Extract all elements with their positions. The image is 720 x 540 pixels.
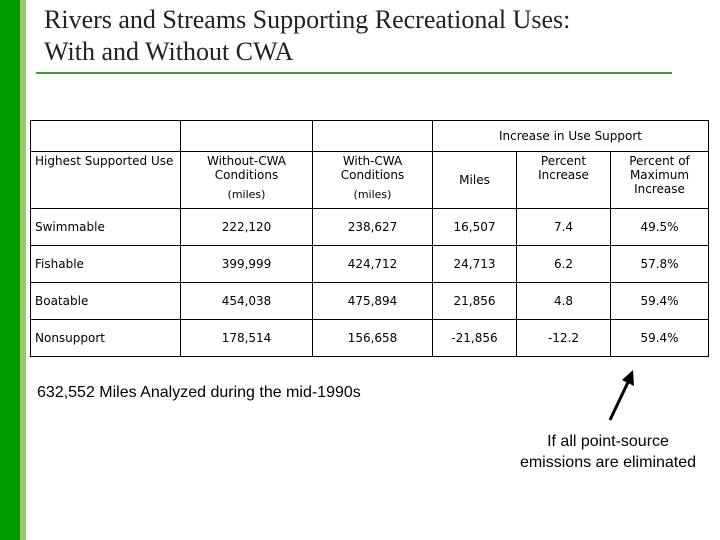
- percent-max-cell: 59.4%: [611, 320, 709, 357]
- header-without-unit: (miles): [227, 188, 266, 201]
- title-underline: [36, 72, 672, 74]
- point-source-annotation: [500, 431, 716, 473]
- header-miles: Miles: [433, 152, 517, 209]
- percent-max-cell: 49.5%: [611, 209, 709, 246]
- miles-cell: 24,713: [433, 246, 517, 283]
- blank-header-cell: [313, 121, 433, 152]
- title-line-1: Rivers and Streams Supporting Recreational Uses:: [44, 5, 571, 34]
- blank-header-cell: [181, 121, 313, 152]
- use-cell: Fishable: [31, 246, 181, 283]
- header-percent-max: Percent of Maximum Increase: [611, 152, 709, 209]
- table-row: [31, 246, 709, 283]
- with-cell: 424,712: [313, 246, 433, 283]
- miles-cell: 16,507: [433, 209, 517, 246]
- annotation-line-2: emissions are eliminated: [519, 454, 697, 471]
- blank-header-cell: [31, 121, 181, 152]
- with-cell: 156,658: [313, 320, 433, 357]
- without-cell: 399,999: [181, 246, 313, 283]
- use-cell: Nonsupport: [31, 320, 181, 357]
- left-accent-bar-light: [20, 0, 26, 540]
- header-with-unit: (miles): [353, 188, 392, 201]
- miles-cell: -21,856: [433, 320, 517, 357]
- table-row: [31, 283, 709, 320]
- percent-cell: 7.4: [517, 209, 611, 246]
- table-row: [31, 320, 709, 357]
- recreational-use-table: [30, 120, 709, 357]
- use-cell: Boatable: [31, 283, 181, 320]
- table-header-row-2: [31, 152, 709, 209]
- slide-title: [44, 4, 704, 68]
- percent-cell: 4.8: [517, 283, 611, 320]
- header-with-label: With-CWA Conditions: [340, 154, 405, 182]
- use-cell: Swimmable: [31, 209, 181, 246]
- left-accent-bar: [0, 0, 20, 540]
- with-cell: 475,894: [313, 283, 433, 320]
- percent-cell: -12.2: [517, 320, 611, 357]
- header-with-cwa: [313, 152, 433, 209]
- header-percent-increase: Percent Increase: [517, 152, 611, 209]
- up-arrow-icon: [600, 370, 640, 424]
- increase-group-header: Increase in Use Support: [433, 121, 709, 152]
- miles-cell: 21,856: [433, 283, 517, 320]
- percent-cell: 6.2: [517, 246, 611, 283]
- percent-max-cell: 59.4%: [611, 283, 709, 320]
- with-cell: 238,627: [313, 209, 433, 246]
- without-cell: 454,038: [181, 283, 313, 320]
- miles-analyzed-note: 632,552 Miles Analyzed during the mid-1990s: [37, 384, 361, 401]
- header-highest-use: Highest Supported Use: [31, 152, 181, 209]
- header-without-label: Without-CWA Conditions: [206, 154, 287, 182]
- table-header-row-1: [31, 121, 709, 152]
- percent-max-cell: 57.8%: [611, 246, 709, 283]
- without-cell: 178,514: [181, 320, 313, 357]
- header-without-cwa: [181, 152, 313, 209]
- without-cell: 222,120: [181, 209, 313, 246]
- annotation-line-1: If all point-source: [547, 433, 669, 450]
- title-line-2: With and Without CWA: [44, 37, 294, 66]
- table-row: [31, 209, 709, 246]
